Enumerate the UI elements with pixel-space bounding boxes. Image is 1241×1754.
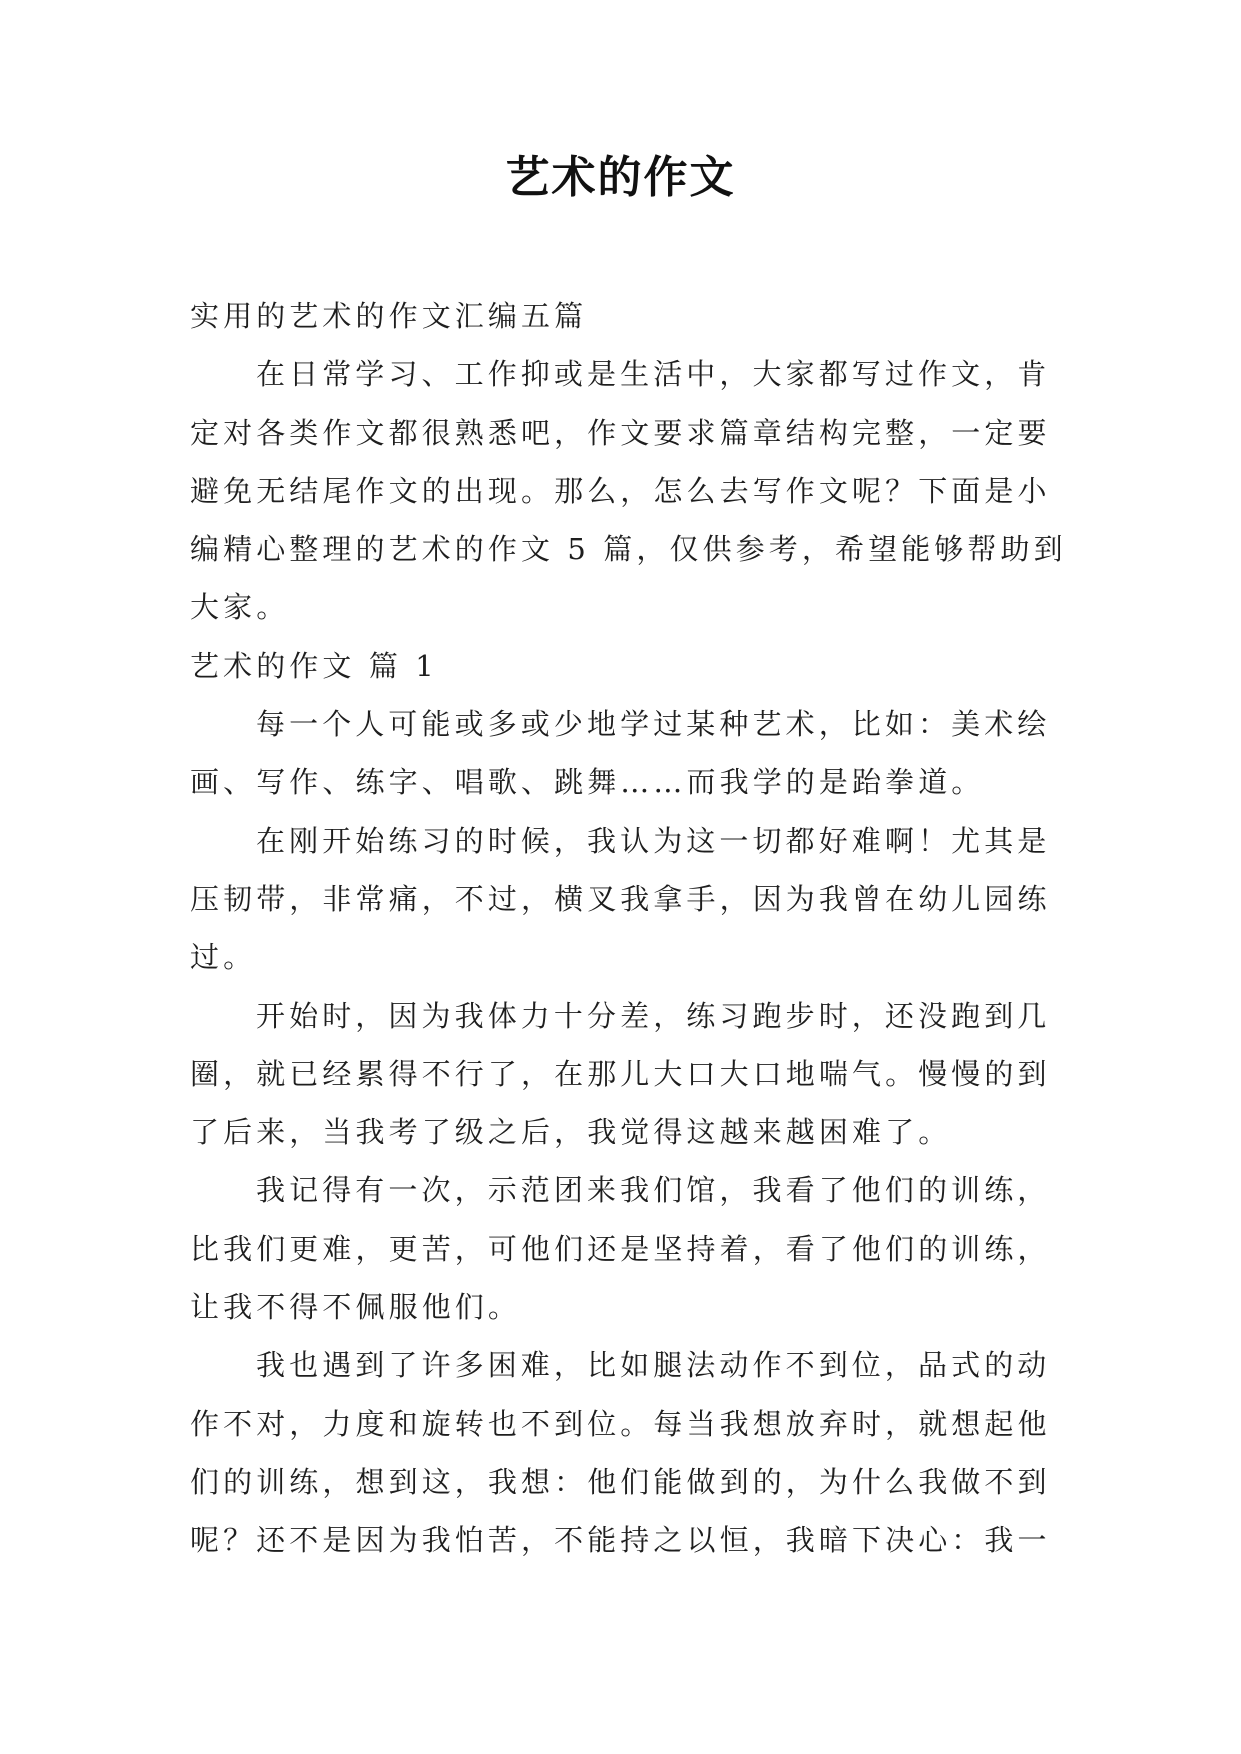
text-line: 呢？还不是因为我怕苦，不能持之以恒，我暗下决心：我一 <box>190 1523 1051 1558</box>
text-line: 作不对，力度和旋转也不到位。每当我想放弃时，就想起他 <box>190 1406 1051 1441</box>
text-line: 实用的艺术的作文汇编五篇 <box>190 299 588 333</box>
section-heading <box>190 287 1051 345</box>
text-line: 定对各类作文都很熟悉吧，作文要求篇章结构完整，一定要 <box>190 415 1051 450</box>
text-line: 在日常学习、工作抑或是生活中，大家都写过作文，肯 <box>256 357 1051 392</box>
text-line: 了后来，当我考了级之后，我觉得这越来越困难了。 <box>190 1115 952 1150</box>
document-title: 艺术的作文 <box>505 152 736 203</box>
paragraph <box>190 345 1067 636</box>
text-line: 开始时，因为我体力十分差，练习跑步时，还没跑到几 <box>256 998 1051 1033</box>
paragraph <box>190 695 1051 812</box>
text-line: 画、写作、练字、唱歌、跳舞……而我学的是跆拳道。 <box>190 765 985 800</box>
paragraph <box>190 1161 1051 1336</box>
section-heading <box>190 637 1051 695</box>
text-line: 大家。 <box>190 590 290 625</box>
text-line: 圈，就已经累得不行了，在那儿大口大口地喘气。慢慢的到 <box>190 1056 1051 1091</box>
paragraph <box>190 987 1051 1162</box>
text-line: 我记得有一次，示范团来我们馆，我看了他们的训练， <box>256 1173 1051 1208</box>
text-line: 避免无结尾作文的出现。那么，怎么去写作文呢？下面是小 <box>190 473 1051 508</box>
document-body <box>190 287 1067 1570</box>
text-line: 艺术的作文 篇 1 <box>190 648 438 683</box>
text-line: 每一个人可能或多或少地学过某种艺术，比如：美术绘 <box>256 707 1051 742</box>
text-line: 编精心整理的艺术的作文 5 篇，仅供参考，希望能够帮助到 <box>190 532 1067 567</box>
text-line: 过。 <box>190 940 257 975</box>
text-line: 比我们更难，更苦，可他们还是坚持着，看了他们的训练， <box>190 1231 1051 1266</box>
paragraph <box>190 1336 1051 1569</box>
text-line: 压韧带，非常痛，不过，横叉我拿手，因为我曾在幼儿园练 <box>190 881 1051 916</box>
text-line: 我也遇到了许多困难，比如腿法动作不到位，品式的动 <box>256 1348 1051 1383</box>
text-line: 在刚开始练习的时候，我认为这一切都好难啊！尤其是 <box>256 823 1051 858</box>
text-line: 让我不得不佩服他们。 <box>190 1290 522 1325</box>
paragraph <box>190 812 1051 987</box>
text-line: 们的训练，想到这，我想：他们能做到的，为什么我做不到 <box>190 1464 1051 1499</box>
